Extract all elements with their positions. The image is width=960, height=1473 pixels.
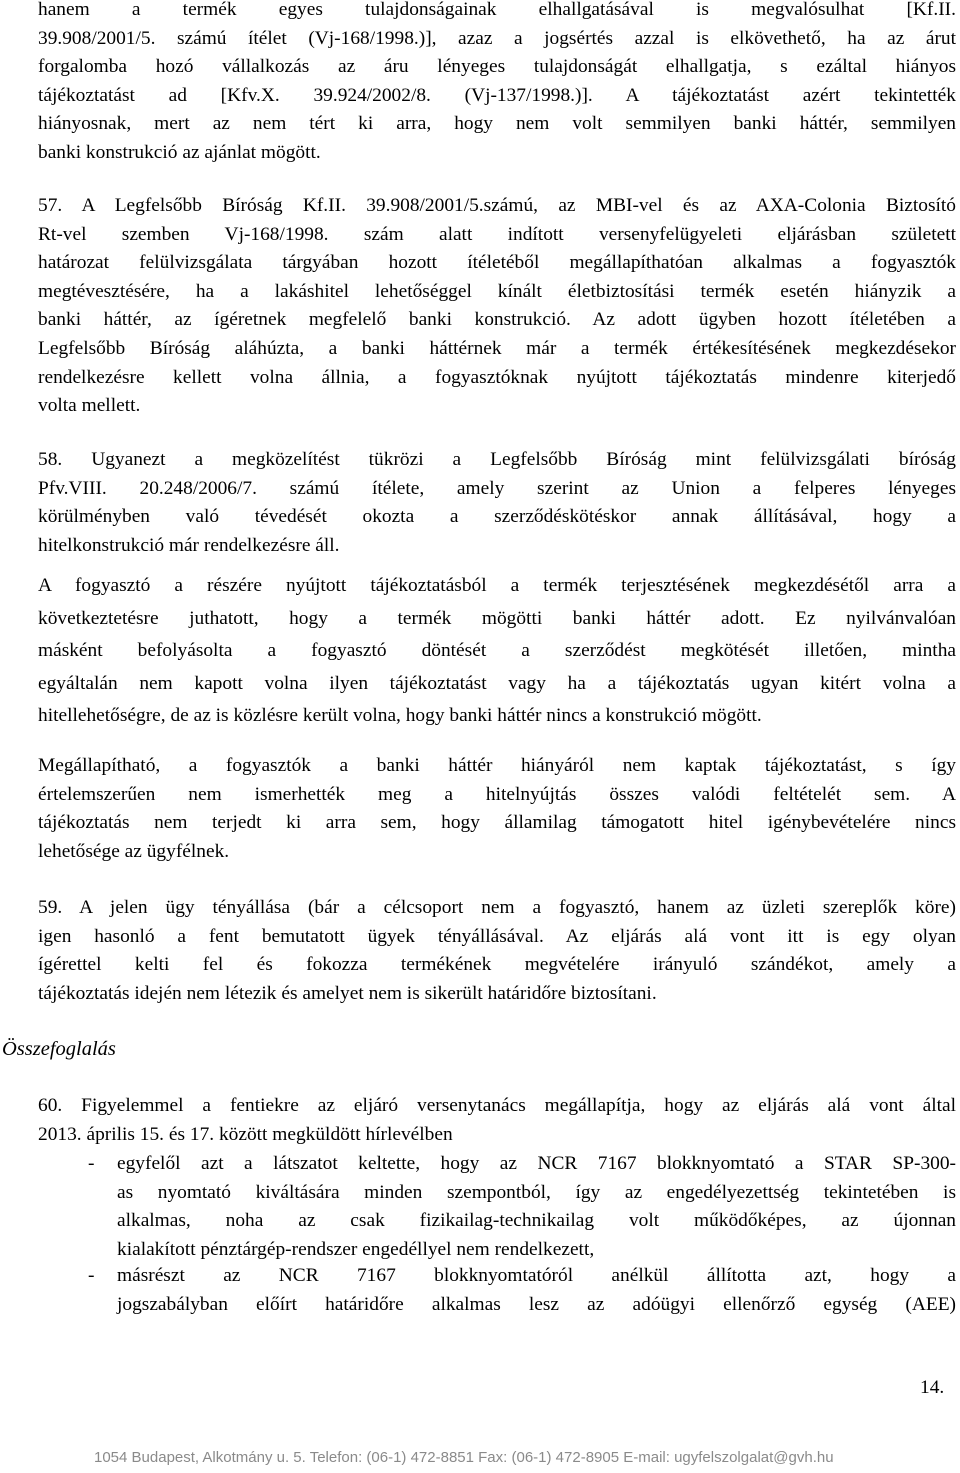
text-line: hitelkonstrukció már rendelkezésre áll. <box>38 534 340 556</box>
text-line: egyáltalán nem kapott volna ilyen tájékoztatást vagy ha a tájékoztatás ugyan kitért volna a <box>38 672 956 694</box>
text-line: lehetősége az ügyfélnek. <box>38 840 230 862</box>
intro-paragraph <box>38 0 956 168</box>
text-line: 57. A Legfelsőbb Bíróság Kf.II. 39.908/2001/5.számú, az MBI-vel és az AXA-Colonia Biztosító <box>38 195 956 216</box>
text-line: Legfelsőbb Bíróság aláhúzta, a banki háttérnek már a termék értékesítésének megkezdésekor <box>38 337 956 359</box>
text-line: forgalomba hozó vállalkozás az áru lényeges tulajdonságát elhallgatja, s ezáltal hiányos <box>38 56 956 78</box>
text-line: ígérettel kelti fel és fokozza termékének megvételére irányuló szándékot, amely a <box>38 954 956 976</box>
text-line: 59. A jelen ügy tényállása (bár a célcsoport nem a fogyasztó, hanem az üzleti szereplők köre) <box>38 897 956 918</box>
text-line: rendelkezésre kellett volna állnia, a fogyasztóknak nyújtott tájékoztatás mindenre kiterjedő <box>38 366 956 388</box>
text-line: Rt-vel szemben Vj-168/1998. szám alatt indított versenyfelügyeleti eljárásban született <box>38 223 956 245</box>
text-line: körülményben való tévedését okozta a szerződéskötéskor annak állításával, hogy a <box>38 506 956 528</box>
list-bullet-dash: - <box>88 1153 95 1174</box>
paragraph-60 <box>38 1092 956 1149</box>
text-line: kialakított pénztárgép-rendszer engedéllyel nem rendelkezett, <box>117 1238 595 1260</box>
paragraph-59 <box>38 894 956 1008</box>
text-line: A fogyasztó a részére nyújtott tájékoztatásból a termék terjesztésének megkezdésétől arra a <box>38 575 956 596</box>
text-line: Pfv.VIII. 20.248/2006/7. számú ítélete, amely szerint az Union a felperes lényeges <box>38 477 956 499</box>
text-line: 58. Ugyanezt a megközelítést tükrözi a Legfelsőbb Bíróság mint felülvizsgálati bíróság <box>38 449 956 470</box>
text-line: hiányosnak, mert az nem tért ki arra, hogy nem volt semmilyen banki háttér, semmilyen <box>38 113 956 135</box>
page-number: 14. <box>920 1377 945 1398</box>
text-line: tájékoztatás nem terjedt ki arra sem, hogy államilag támogatott hitel igénybevételére nincs <box>38 812 956 834</box>
text-line: határozat felülvizsgálata tárgyában hozott ítéletéből megállapíthatóan alkalmas a fogyasztók <box>38 252 956 274</box>
footer-contact: 1054 Budapest, Alkotmány u. 5. Telefon: (06-1) 472-8851 Fax: (06-1) 472-8905 E-mail: ugyfelszolgalat@gvh.hu <box>94 1449 834 1466</box>
text-line: Megállapítható, a fogyasztók a banki háttér hiányáról nem kaptak tájékoztatást, s így <box>38 755 956 776</box>
paragraph-58 <box>38 446 956 560</box>
text-line: banki konstrukció az ajánlat mögött. <box>38 141 321 163</box>
list-item <box>117 1150 956 1264</box>
text-line: igen hasonló a fent bemutatott ügyek tényállásával. Az eljárás alá vont itt is egy olyan <box>38 925 956 947</box>
text-line: banki háttér, az ígéretnek megfelelő banki konstrukció. Az adott ügyben hozott ítéletében a <box>38 309 956 331</box>
text-line: következtetésre juthatott, hogy a termék mögötti banki háttér adott. Ez nyilvánvalóan <box>38 607 956 629</box>
text-line: jogszabályban előírt határidőre alkalmas lesz az adóügyi ellenőrző egység (AEE) <box>117 1293 956 1315</box>
text-line: hitellehetőségre, de az is közlésre került volna, hogy banki háttér nincs a konstrukció mögött. <box>38 705 762 726</box>
text-line: 60. Figyelemmel a fentiekre az eljáró versenytanács megállapítja, hogy az eljárás alá vont által <box>38 1095 956 1116</box>
text-line: 39.908/2001/5. számú ítélet (Vj-168/1998.)], azaz a jogsértés azzal is elkövethető, ha az árut <box>38 27 956 49</box>
text-line: egyfelől azt a látszatot keltette, hogy az NCR 7167 blokknyomtató a STAR SP-300- <box>117 1153 956 1174</box>
paragraph-58-continued <box>38 570 956 733</box>
text-line: másrészt az NCR 7167 blokknyomtatóról anélkül állította azt, hogy a <box>117 1265 956 1286</box>
text-line: tájékoztatás idején nem létezik és amelyet nem is sikerült határidőre biztosítani. <box>38 982 657 1004</box>
text-line: 2013. április 15. és 17. között megküldött hírlevélben <box>38 1123 453 1145</box>
list-item <box>117 1262 956 1319</box>
text-line: alkalmas, noha az csak fizikailag-technikailag volt működőképes, az újonnan <box>117 1210 956 1232</box>
list-bullet-dash: - <box>88 1265 95 1286</box>
text-line: hanem a termék egyes tulajdonságainak elhallgatásával is megvalósulhat [Kf.II. <box>38 0 956 20</box>
text-line: as nyomtató kiváltására minden szempontból, így az engedélyezettség tekintetében is <box>117 1181 956 1203</box>
text-line: volta mellett. <box>38 395 141 417</box>
text-line: megtévesztésére, ha a lakáshitel lehetőséggel kínált életbiztosítási termék esetén hiányzik a <box>38 280 956 302</box>
text-line: másként befolyásolta a fogyasztó döntését a szerződést megkötését illetően, mintha <box>38 640 956 661</box>
paragraph-58-conclusion <box>38 752 956 866</box>
text-line: értelemszerűen nem ismerhették meg a hitelnyújtás összes valódi feltételét sem. A <box>38 783 956 805</box>
text-line: tájékoztatást ad [Kfv.X. 39.924/2002/8. (Vj-137/1998.)]. A tájékoztatást azért tekintették <box>38 84 956 106</box>
section-heading: Összefoglalás <box>2 1038 116 1060</box>
paragraph-57 <box>38 192 956 421</box>
